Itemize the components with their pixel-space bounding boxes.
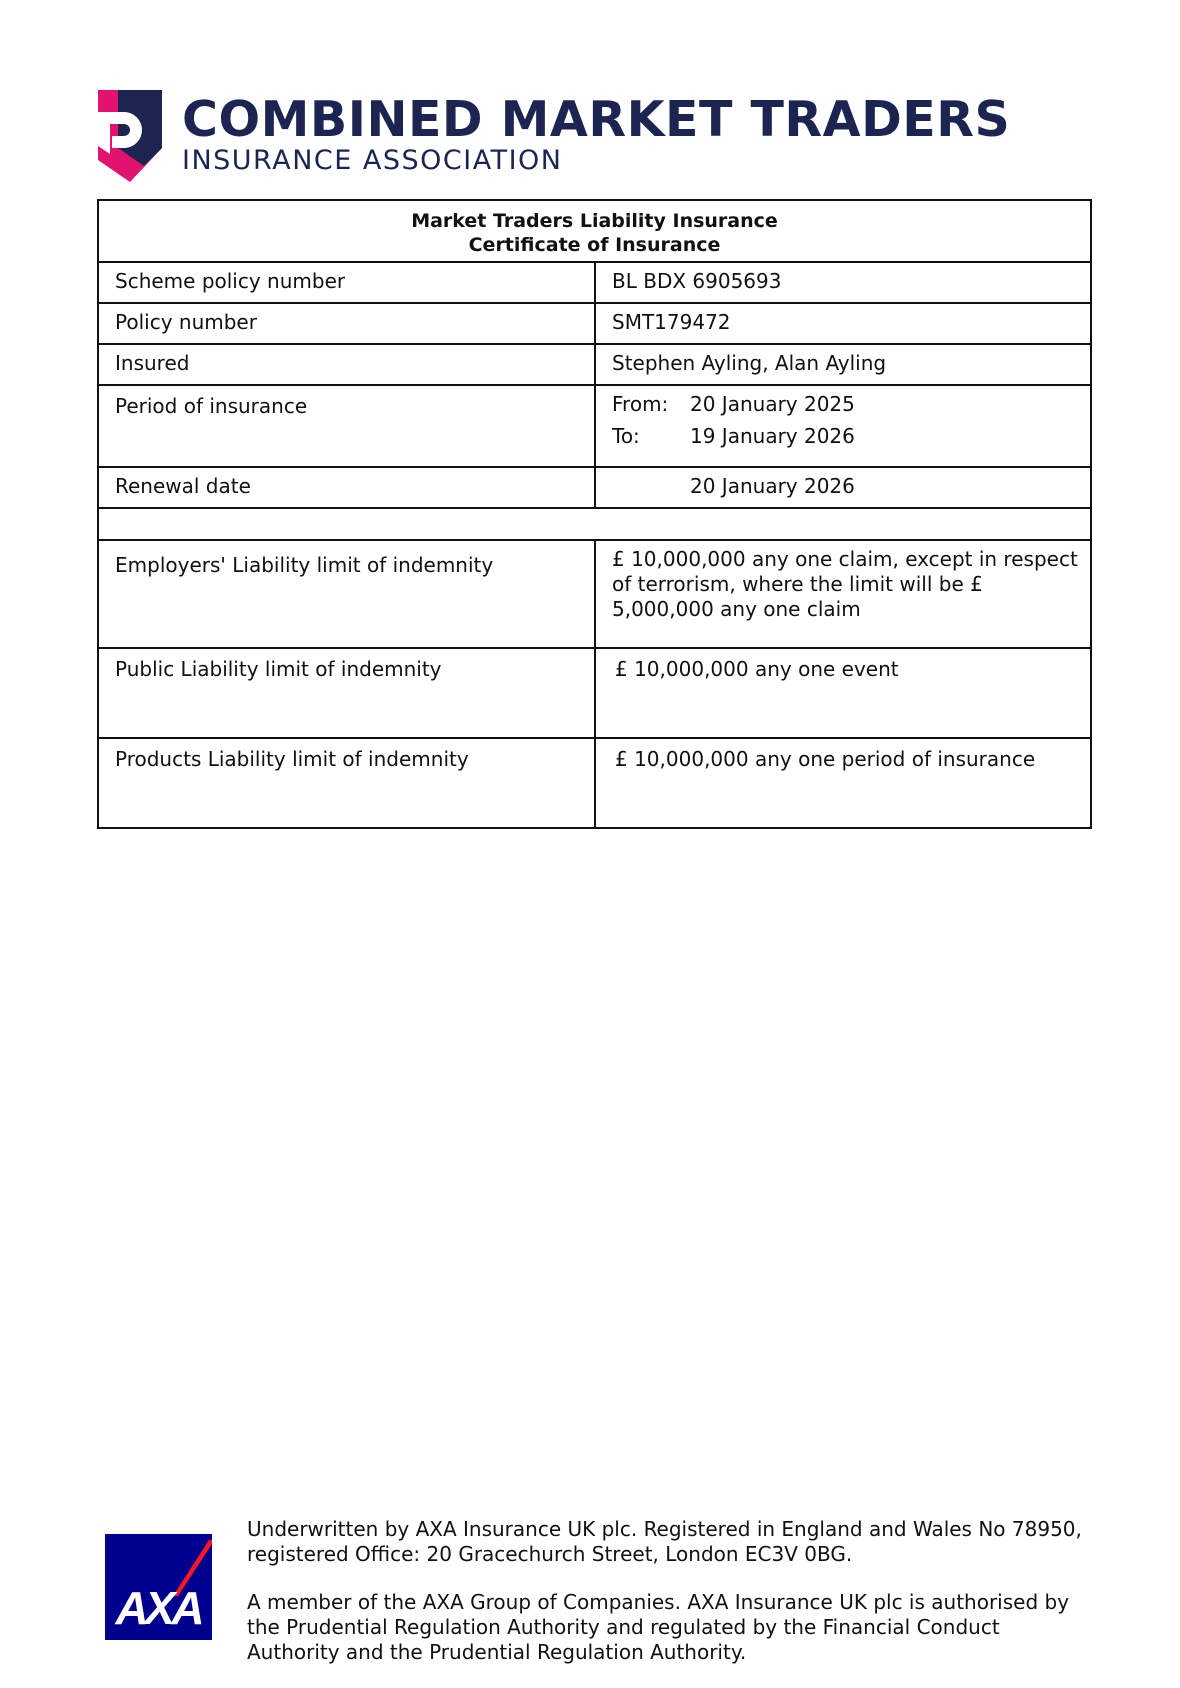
row-period <box>98 385 1091 467</box>
axa-logo <box>105 1534 212 1640</box>
certificate-heading <box>98 200 1091 262</box>
period-to-value: 19 January 2026 <box>690 424 855 448</box>
employers-liability-value: £ 10,000,000 any one claim, except in respect of terrorism, where the limit will be £ 5,000,000 any one claim <box>595 540 1091 648</box>
row-public-liability <box>98 648 1091 738</box>
policy-number-value: SMT179472 <box>595 303 1091 344</box>
renewal-value: 20 January 2026 <box>595 467 1091 508</box>
heading-line-1: Market Traders Liability Insurance <box>411 210 778 232</box>
period-label: Period of insurance <box>98 385 595 467</box>
scheme-policy-label: Scheme policy number <box>98 262 595 303</box>
certificate-table <box>97 199 1092 829</box>
row-employers-liability <box>98 540 1091 648</box>
employers-liability-label: Employers' Liability limit of indemnity <box>98 540 595 648</box>
public-liability-label: Public Liability limit of indemnity <box>98 648 595 738</box>
period-value <box>595 385 1091 467</box>
header <box>98 90 1011 185</box>
row-products-liability <box>98 738 1091 828</box>
period-from-value: 20 January 2025 <box>690 392 855 416</box>
period-to-label: To: <box>612 424 640 448</box>
heading-line-2: Certificate of Insurance <box>468 234 721 256</box>
insured-label: Insured <box>98 344 595 385</box>
row-scheme-policy <box>98 262 1091 303</box>
public-liability-value: £ 10,000,000 any one event <box>595 648 1091 738</box>
period-from-label: From: <box>612 392 669 416</box>
svg-text:AXA: AXA <box>115 1582 201 1634</box>
footer-regulation-text: A member of the AXA Group of Companies. AXA Insurance UK plc is authorised by the Prudential Regulation Authority and regulated by the Financial Conduct Authority and the Prudential Regulation Authority. <box>247 1590 1070 1664</box>
products-liability-label: Products Liability limit of indemnity <box>98 738 595 828</box>
footer <box>247 1517 1097 1688</box>
products-liability-value: £ 10,000,000 any one period of insurance <box>595 738 1091 828</box>
policy-number-label: Policy number <box>98 303 595 344</box>
row-spacer <box>98 508 1091 540</box>
row-policy-number <box>98 303 1091 344</box>
row-renewal <box>98 467 1091 508</box>
row-insured <box>98 344 1091 385</box>
insured-value: Stephen Ayling, Alan Ayling <box>595 344 1091 385</box>
footer-underwriter-text: Underwritten by AXA Insurance UK plc. Registered in England and Wales No 78950, registered Office: 20 Gracechurch Street, London EC3V 0BG. <box>247 1517 1082 1566</box>
spacer-cell <box>98 508 1091 540</box>
brand-title: COMBINED MARKET TRADERS <box>182 91 1011 148</box>
brand <box>182 92 1010 176</box>
scheme-policy-value: BL BDX 6905693 <box>595 262 1091 303</box>
cmt-shield-logo <box>98 90 162 182</box>
brand-subtitle: INSURANCE ASSOCIATION <box>182 145 563 176</box>
renewal-label: Renewal date <box>98 467 595 508</box>
